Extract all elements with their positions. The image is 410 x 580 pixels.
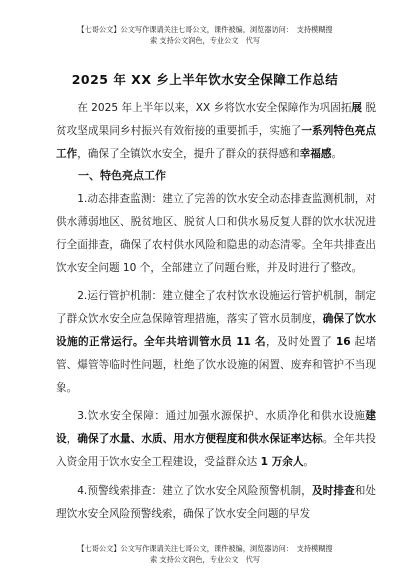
item-3-text-2: ，	[66, 433, 78, 446]
intro-text-4: 。	[331, 147, 343, 160]
item-3-text-3: 。全年共投入资金用于饮水安全工程建设，受益群众达	[56, 433, 377, 468]
item-2-text-3: 起堵管、爆管等临时性问题，杜绝了饮水设施的闲置、废弃和管护不当现象。	[56, 335, 376, 394]
intro-bold-1: 展	[351, 102, 363, 114]
document-body	[56, 97, 376, 525]
intro-text-2: 脱贫攻坚成果同乡村振兴有效衔接的重要抓手，实施了	[56, 102, 377, 137]
item-3-text-4: 。	[303, 455, 315, 468]
item-3-bold-2: 确保了水量、水质、用水方便程度和供水保证率达标	[77, 433, 323, 446]
intro-bold-3: 幸福感	[299, 147, 332, 160]
header-watermark-note	[0, 24, 410, 46]
item-1-text-2: 并及时进行了整改。	[266, 261, 363, 274]
header-line-1: 【七哥公文】公文写作课请关注七哥公文，课件被编，浏览器访问： 支持模糊搜	[77, 25, 333, 34]
intro-bold-2: 一系列特色亮点工作	[56, 124, 376, 160]
item-1-text-1: 1.动态排查监测：建立了完善的饮水安全动态排查监测机制，对供水薄弱地区、脱贫地区、脱贫人口和供水易反复人群的饮水状况进行全面排查，确保了农村供水风险和隐患的动态清零。全年共排查出饮水安全问题 10 个，全部建立了问题台账，	[56, 193, 376, 274]
intro-text-1: 在 2025 年上半年以来，XX 乡将饮水安全保障作为巩固拓	[77, 102, 352, 114]
footer-line-2: 索 支持公文润色，专业公文 代写	[149, 555, 261, 564]
item-4-text-2: 和处理饮水安全风险预警线索，确保了饮水安全问题的早发	[56, 484, 377, 520]
item-2-bold-2: 16	[335, 335, 351, 348]
item-1-paragraph	[56, 188, 376, 279]
item-3-paragraph	[56, 405, 376, 473]
item-3-bold-3: 1 万余人	[260, 455, 304, 468]
item-3-text-1: 3.饮水安全保障：通过加强水源保护、水质净化和供水设施	[77, 410, 366, 423]
section-heading-1: 一、特色亮点工作	[78, 169, 166, 183]
item-3-bold-1: 建设	[56, 410, 376, 446]
item-2-text-2: ，及时处置了	[266, 335, 336, 348]
header-line-2: 索 支持公文润色，专业公文 代写	[149, 36, 261, 45]
item-4-text-1: 4.预警线索排查：建立了饮水安全风险预警机制，	[77, 484, 312, 497]
footer-watermark-note	[0, 543, 410, 565]
item-4-bold-1: 及时排查	[311, 484, 355, 497]
intro-text-3: ，确保了全镇饮水安全，提升了群众的获得感和	[77, 147, 300, 160]
item-2-bold-1: 确保了饮水设施的正常运行。全年共培训管水员 11 名	[56, 313, 377, 348]
item-4-paragraph	[56, 480, 376, 526]
document-title: 2025 年 XX 乡上半年饮水安全保障工作总结	[71, 72, 339, 87]
item-2-text-1: 2.运行管护机制：建立健全了农村饮水设施运行管护机制，制定了群众饮水安全应急保障管理措施，落实了管水员制度，	[56, 290, 376, 326]
intro-paragraph	[56, 97, 376, 165]
item-2-paragraph	[56, 285, 376, 399]
footer-line-1: 【七哥公文】公文写作课请关注七哥公文，课件被编，浏览器访问： 支持模糊搜	[77, 544, 333, 553]
